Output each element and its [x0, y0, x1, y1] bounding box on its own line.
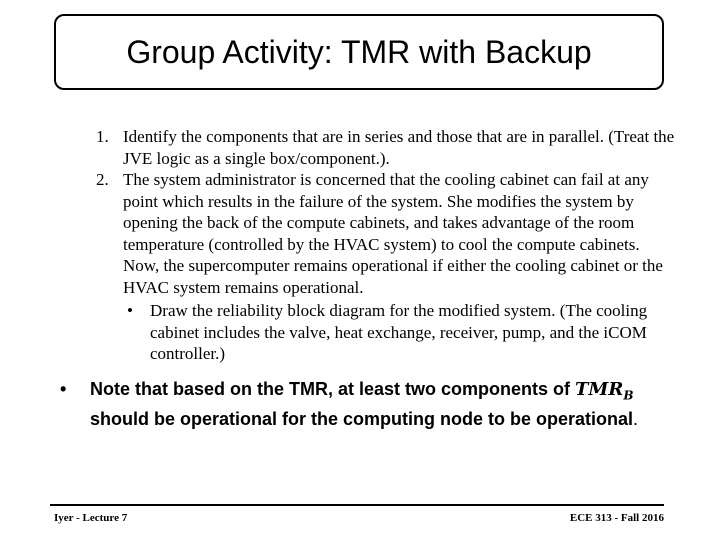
slide-title-box [54, 14, 664, 90]
sub-list-item [123, 300, 676, 365]
footer-lecture: Iyer - Lecture 7 [54, 512, 128, 524]
list-item [96, 126, 676, 169]
item-text: The system administrator is concerned that the cooling cabinet can fail at any point which results in the failure of the system. She modifies the system by opening the back of the compute cabinets, and takes advantage of the room temperature (controlled by the HVAC system) to cool the compute cabinets. Now, the supercomputer remains operational if either the cooling cabinet or the HVAC system remains operational. [123, 170, 663, 297]
sub-list [123, 300, 676, 365]
item-number: 2. [96, 170, 109, 189]
tmr-math-symbol [575, 379, 634, 403]
note-text-tail: . [633, 408, 639, 429]
item-number: 1. [96, 127, 109, 146]
slide-content [96, 126, 676, 365]
item-text: Identify the components that are in series and those that are in parallel. (Treat the JVE logic as a single box/component.). [123, 127, 675, 168]
note-text-after: should be operational for the computing node to be operational [90, 408, 634, 429]
math-subscript: B [623, 388, 634, 403]
bullet-icon: • [60, 379, 67, 399]
footer-course: ECE 313 - Fall 2016 [569, 512, 664, 524]
bullet-icon: • [127, 301, 133, 320]
note-text-before: Note that based on the TMR, at least two components of [90, 379, 576, 399]
footer-divider [50, 504, 664, 506]
list-item [96, 169, 676, 365]
note-text [90, 378, 660, 431]
sub-item-text: Draw the reliability block diagram for the modified system. (The cooling cabinet includes the valve, heat exchange, receiver, pump, and the iCOM controller.) [150, 301, 648, 363]
math-main: TMR [575, 379, 624, 400]
numbered-list [96, 126, 676, 365]
slide-title: Group Activity: TMR with Backup [126, 33, 592, 70]
note-block [60, 378, 660, 431]
